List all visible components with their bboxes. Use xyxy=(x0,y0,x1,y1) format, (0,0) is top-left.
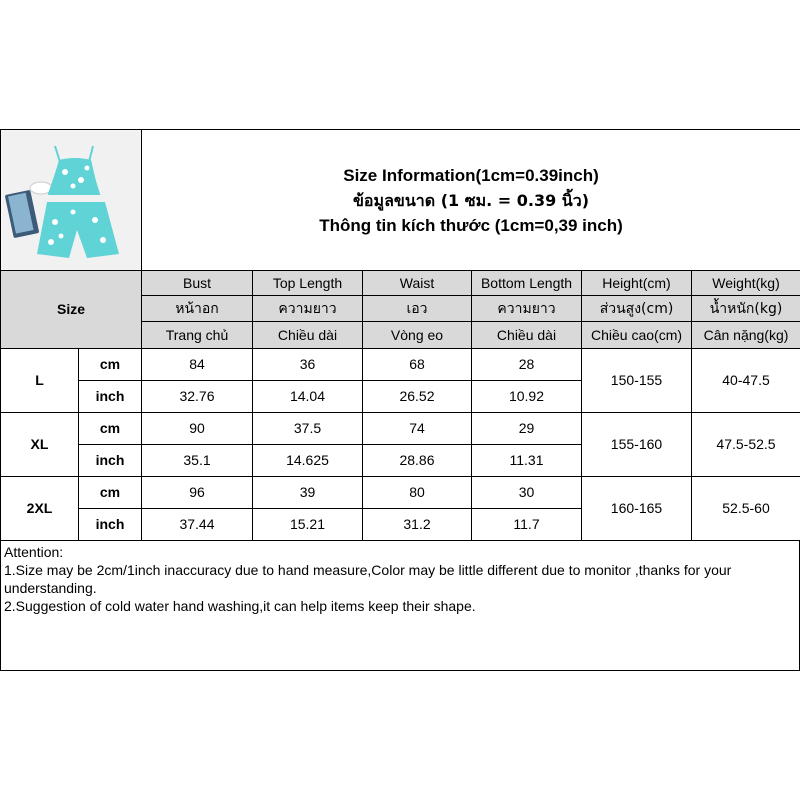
attention-notes xyxy=(0,540,800,671)
size-chart xyxy=(0,129,800,672)
col-header-vi: Cân nặng(kg) xyxy=(692,322,800,348)
col-header-th: เอว xyxy=(363,296,472,322)
notes-heading: Attention: xyxy=(4,544,64,560)
bottom-length-inch: 11.31 xyxy=(472,444,582,476)
table-row xyxy=(1,476,800,508)
top-length-cm: 36 xyxy=(253,348,363,380)
col-header-vi: Chiều dài xyxy=(253,322,363,348)
col-header-vi: Chiều dài xyxy=(472,322,582,348)
size-cell-l: L xyxy=(1,348,79,412)
bottom-length-cm: 28 xyxy=(472,348,582,380)
size-cell-2xl: 2XL xyxy=(1,476,79,540)
title-vietnamese: Thông tin kích thước (1cm=0,39 inch) xyxy=(319,215,623,235)
height-range: 155-160 xyxy=(582,412,692,476)
top-length-inch: 14.625 xyxy=(253,444,363,476)
top-length-inch: 15.21 xyxy=(253,508,363,540)
col-header-en: Bust xyxy=(142,271,253,296)
height-range: 160-165 xyxy=(582,476,692,540)
unit-inch: inch xyxy=(79,508,142,540)
waist-inch: 31.2 xyxy=(363,508,472,540)
col-header-th: ส่วนสูง(cm) xyxy=(582,296,692,322)
table-row xyxy=(1,412,800,444)
table-row xyxy=(1,348,800,380)
unit-inch: inch xyxy=(79,380,142,412)
col-header-th: ความยาว xyxy=(472,296,582,322)
col-header-th: หน้าอก xyxy=(142,296,253,322)
unit-cm: cm xyxy=(79,348,142,380)
top-length-cm: 39 xyxy=(253,476,363,508)
weight-range: 40-47.5 xyxy=(692,348,800,412)
unit-cm: cm xyxy=(79,412,142,444)
bottom-length-inch: 10.92 xyxy=(472,380,582,412)
waist-cm: 68 xyxy=(363,348,472,380)
bottom-length-cm: 30 xyxy=(472,476,582,508)
waist-inch: 28.86 xyxy=(363,444,472,476)
bust-inch: 32.76 xyxy=(142,380,253,412)
col-header-en: Waist xyxy=(363,271,472,296)
height-range: 150-155 xyxy=(582,348,692,412)
col-header-en: Bottom Length xyxy=(472,271,582,296)
title-english: Size Information(1cm=0.39inch) xyxy=(343,165,599,185)
title-thai: ข้อมูลขนาด (1 ซม. = 0.39 นิ้ว) xyxy=(352,190,590,210)
col-header-en: Height(cm) xyxy=(582,271,692,296)
weight-range: 52.5-60 xyxy=(692,476,800,540)
pajama-set-image xyxy=(3,132,140,269)
bottom-length-inch: 11.7 xyxy=(472,508,582,540)
title-block xyxy=(142,130,800,271)
bust-cm: 90 xyxy=(142,412,253,444)
bust-inch: 37.44 xyxy=(142,508,253,540)
size-cell-xl: XL xyxy=(1,412,79,476)
col-header-th: ความยาว xyxy=(253,296,363,322)
col-header-vi: Chiều cao(cm) xyxy=(582,322,692,348)
bust-cm: 84 xyxy=(142,348,253,380)
col-header-vi: Trang chủ xyxy=(142,322,253,348)
col-header-vi: Vòng eo xyxy=(363,322,472,348)
unit-inch: inch xyxy=(79,444,142,476)
waist-cm: 80 xyxy=(363,476,472,508)
col-header-th: น้ำหนัก(kg) xyxy=(692,296,800,322)
col-header-en: Weight(kg) xyxy=(692,271,800,296)
weight-range: 47.5-52.5 xyxy=(692,412,800,476)
bust-inch: 35.1 xyxy=(142,444,253,476)
bust-cm: 96 xyxy=(142,476,253,508)
unit-cm: cm xyxy=(79,476,142,508)
waist-inch: 26.52 xyxy=(363,380,472,412)
top-length-inch: 14.04 xyxy=(253,380,363,412)
top-length-cm: 37.5 xyxy=(253,412,363,444)
product-photo xyxy=(1,130,142,271)
notes-item-1: 1.Size may be 2cm/1inch inaccuracy due to hand measure,Color may be little different due to monitor ,thanks for your understanding. xyxy=(4,562,732,596)
col-header-en: Top Length xyxy=(253,271,363,296)
waist-cm: 74 xyxy=(363,412,472,444)
pajama-set-illustration xyxy=(3,132,140,269)
notes-item-2: 2.Suggestion of cold water hand washing,it can help items keep their shape. xyxy=(4,598,476,614)
bottom-length-cm: 29 xyxy=(472,412,582,444)
size-header: Size xyxy=(1,271,142,348)
size-table xyxy=(0,129,800,541)
